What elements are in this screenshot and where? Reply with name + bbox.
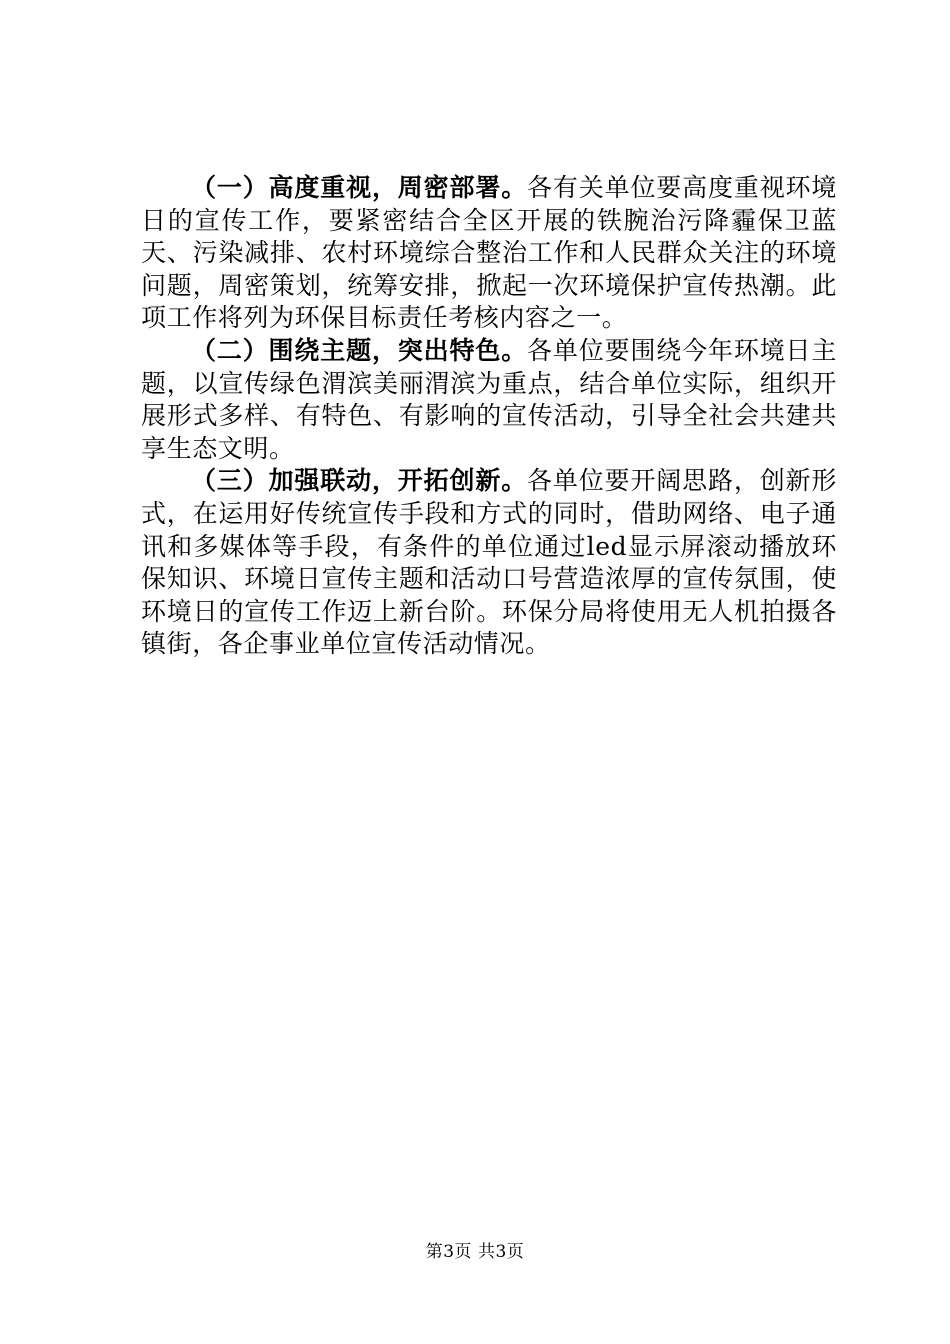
page-number: 第3页 — [425, 1242, 473, 1262]
paragraph-2-text: 各单位要围绕今年环境日主题，以宣传绿色渭滨美丽渭滨为重点，结合单位实际，组织开展形式多样、有特色、有影响的宣传活动，引导全社会共建共享生态文明。 — [141, 335, 837, 463]
paragraph-3 — [141, 465, 837, 661]
paragraph-3-heading: （三）加强联动，开拓创新。 — [191, 466, 528, 496]
paragraph-1-heading: （一）高度重视，周密部署。 — [191, 173, 528, 202]
page-footer — [0, 1240, 950, 1264]
paragraph-1-text: 各有关单位要高度重视环境日的宣传工作，要紧密结合全区开展的铁腕治污降霾保卫蓝天、污染减排、农村环境综合整治工作和人民群众关注的环境问题，周密策划，统筹安排，掀起一次环境保护宣传热潮。此项工作将列为环保目标责任考核内容之一。 — [141, 173, 837, 333]
paragraph-1 — [141, 172, 837, 335]
paragraph-3-text: 各单位要开阔思路，创新形式，在运用好传统宣传手段和方式的同时，借助网络、电子通讯和多媒体等手段，有条件的单位通过led显示屏滚动播放环保知识、环境日宣传主题和活动口号营造浓厚的宣传氛围，使环境日的宣传工作迈上新台阶。环保分局将使用无人机拍摄各镇街，各企事业单位宣传活动情况。 — [141, 466, 837, 659]
document-body — [141, 172, 837, 661]
paragraph-2-heading: （二）围绕主题，突出特色。 — [191, 335, 528, 365]
paragraph-2 — [141, 335, 837, 465]
page-total: 共3页 — [477, 1242, 525, 1262]
